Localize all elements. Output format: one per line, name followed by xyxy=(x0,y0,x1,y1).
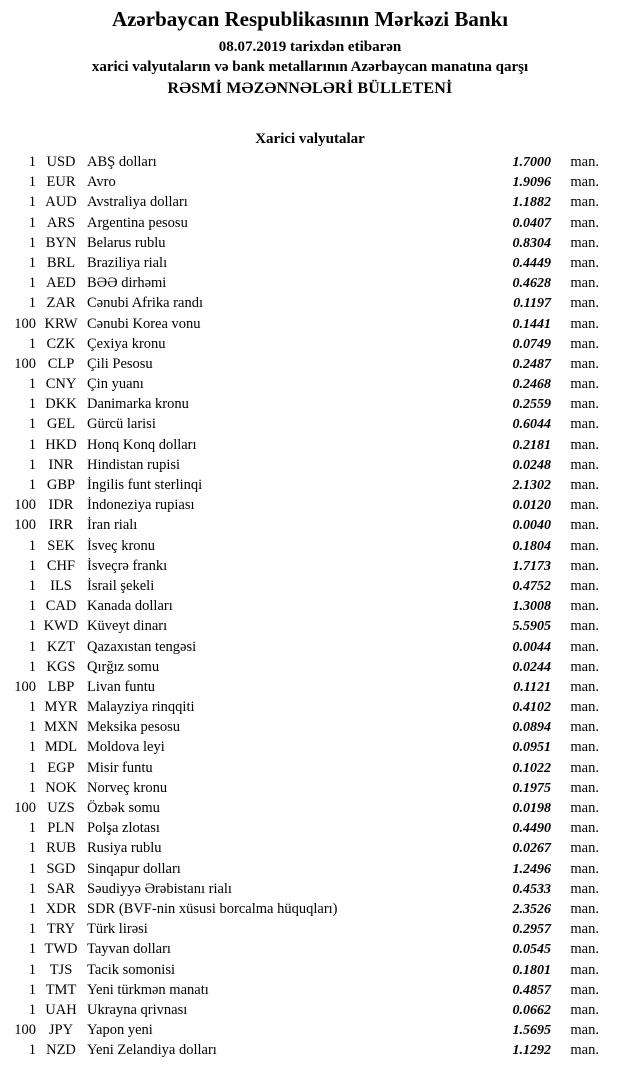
currency-rate-table xyxy=(0,152,620,1060)
currency-code-cell: ARS xyxy=(46,214,76,231)
currency-code-cell: EUR xyxy=(46,174,76,191)
quantity-cell: 100 xyxy=(14,678,36,695)
rate-value-cell: 1.1292 xyxy=(512,1043,551,1059)
table-row xyxy=(0,939,620,959)
currency-code-cell: XDR xyxy=(45,900,77,917)
quantity-cell: 1 xyxy=(28,840,36,857)
currency-code-cell: TRY xyxy=(46,921,76,938)
table-row xyxy=(0,818,620,838)
table-row xyxy=(0,273,620,293)
currency-code-cell: SEK xyxy=(47,537,75,554)
currency-name-cell: İsveçrə frankı xyxy=(87,557,168,574)
unit-label-cell: man. xyxy=(570,477,599,493)
currency-name-cell: İndoneziya rupiası xyxy=(87,497,195,514)
rate-value-cell: 0.0545 xyxy=(512,942,551,958)
currency-code-cell: NZD xyxy=(46,1042,76,1059)
quantity-cell: 1 xyxy=(28,900,36,917)
quantity-cell: 1 xyxy=(28,295,36,312)
unit-label-cell: man. xyxy=(570,557,599,574)
rate-value-cell: 0.4628 xyxy=(512,276,551,292)
rate-value-cell: 1.9096 xyxy=(512,175,551,191)
table-row xyxy=(0,192,620,212)
unit-label-cell: man. xyxy=(570,154,599,170)
unit-label-cell: man. xyxy=(570,699,599,716)
currency-code-cell: NOK xyxy=(45,779,77,796)
currency-name-cell: Cənubi Afrika randı xyxy=(87,295,203,312)
quantity-cell: 100 xyxy=(14,315,36,332)
quantity-cell: 1 xyxy=(28,577,36,594)
quantity-cell: 1 xyxy=(28,1001,36,1018)
unit-label-cell: man. xyxy=(570,537,599,554)
currency-name-cell: Misir funtu xyxy=(87,759,153,776)
quantity-cell: 1 xyxy=(28,658,36,675)
currency-name-cell: Ukrayna qrivnası xyxy=(87,1001,188,1018)
currency-code-cell: KGS xyxy=(46,658,76,675)
rate-value-cell: 0.1801 xyxy=(512,962,551,978)
currency-code-cell: GEL xyxy=(46,416,76,433)
currency-name-cell: Sinqapur dolları xyxy=(87,860,181,877)
currency-code-cell: CAD xyxy=(45,598,77,615)
quantity-cell: 1 xyxy=(28,174,36,191)
unit-label-cell: man. xyxy=(570,254,599,271)
rate-value-cell: 0.6044 xyxy=(512,417,551,433)
currency-code-cell: IRR xyxy=(48,517,74,534)
currency-name-cell: Avstraliya dolları xyxy=(87,194,188,211)
currency-name-cell: Livan funtu xyxy=(87,678,156,695)
bulletin-name: RƏSMİ MƏZƏNNƏLƏRİ BÜLLETENİ xyxy=(167,80,453,97)
currency-code-cell: SAR xyxy=(46,880,76,897)
currency-name-cell: İsrail şekeli xyxy=(87,577,155,594)
table-row xyxy=(0,778,620,798)
rate-value-cell: 2.1302 xyxy=(512,478,551,493)
table-row xyxy=(0,334,620,354)
currency-code-cell: UAH xyxy=(45,1001,77,1018)
unit-label-cell: man. xyxy=(570,779,599,796)
unit-label-cell: man. xyxy=(570,820,599,837)
quantity-cell: 1 xyxy=(28,234,36,251)
unit-label-cell: man. xyxy=(570,941,599,958)
currency-code-cell: TWD xyxy=(44,941,78,958)
rate-value-cell: 0.0894 xyxy=(512,720,551,736)
currency-name-cell: İngilis funt sterlinqi xyxy=(87,477,203,493)
table-row xyxy=(0,455,620,475)
currency-name-cell: Çin yuanı xyxy=(87,376,144,393)
currency-code-cell: IDR xyxy=(48,497,74,514)
table-row xyxy=(0,314,620,334)
rate-value-cell: 0.0198 xyxy=(512,801,551,816)
unit-label-cell: man. xyxy=(570,638,599,655)
quantity-cell: 100 xyxy=(14,497,36,514)
table-row xyxy=(0,435,620,455)
rate-value-cell: 0.0951 xyxy=(512,740,551,756)
rate-value-cell: 0.0662 xyxy=(512,1002,551,1018)
table-row xyxy=(0,879,620,899)
rate-value-cell: 0.4490 xyxy=(512,821,551,837)
rate-value-cell: 0.1441 xyxy=(512,316,551,332)
rate-value-cell: 0.1121 xyxy=(513,679,551,695)
table-row xyxy=(0,495,620,515)
quantity-cell: 1 xyxy=(28,335,36,352)
currency-code-cell: AUD xyxy=(45,194,77,211)
rate-value-cell: 1.7173 xyxy=(512,558,551,574)
rate-value-cell: 0.4449 xyxy=(512,255,551,271)
quantity-cell: 1 xyxy=(28,739,36,756)
quantity-cell: 1 xyxy=(28,598,36,615)
currency-code-cell: GBP xyxy=(46,477,76,493)
rate-value-cell: 0.2487 xyxy=(512,356,551,372)
rate-value-cell: 0.0120 xyxy=(512,498,551,514)
currency-code-cell: UZS xyxy=(47,800,75,816)
table-row xyxy=(0,717,620,737)
table-row xyxy=(0,536,620,556)
currency-code-cell: ILS xyxy=(50,577,72,594)
bulletin-subtitle: xarici valyutaların və bank metallarının Azərbaycan manatına qarşı xyxy=(91,59,529,75)
quantity-cell: 1 xyxy=(28,961,36,978)
unit-label-cell: man. xyxy=(570,436,599,453)
currency-name-cell: Argentina pesosu xyxy=(87,214,188,231)
currency-code-cell: ZAR xyxy=(46,295,76,312)
unit-label-cell: man. xyxy=(570,456,599,473)
table-row xyxy=(0,960,620,980)
table-row xyxy=(0,556,620,576)
table-row xyxy=(0,354,620,374)
currency-name-cell: Polşa zlotası xyxy=(87,820,160,837)
currency-name-cell: ABŞ dolları xyxy=(87,154,157,170)
unit-label-cell: man. xyxy=(570,275,599,292)
rate-value-cell: 0.0044 xyxy=(512,639,551,655)
quantity-cell: 1 xyxy=(28,154,36,170)
rate-value-cell: 0.2957 xyxy=(512,922,551,938)
quantity-cell: 1 xyxy=(28,699,36,716)
table-row xyxy=(0,980,620,1000)
table-row xyxy=(0,758,620,778)
unit-label-cell: man. xyxy=(570,577,599,594)
rate-value-cell: 0.2468 xyxy=(512,377,551,393)
currency-name-cell: Avro xyxy=(87,174,116,191)
quantity-cell: 1 xyxy=(28,214,36,231)
unit-label-cell: man. xyxy=(570,355,599,372)
rate-value-cell: 0.4533 xyxy=(512,881,551,897)
currency-name-cell: Yeni türkmən manatı xyxy=(87,981,209,998)
currency-name-cell: Malayziya rinqqiti xyxy=(87,699,195,716)
unit-label-cell: man. xyxy=(570,295,599,312)
currency-code-cell: CLP xyxy=(47,355,75,372)
unit-label-cell: man. xyxy=(570,880,599,897)
table-row xyxy=(0,657,620,677)
quantity-cell: 1 xyxy=(28,820,36,837)
quantity-cell: 1 xyxy=(28,376,36,393)
currency-code-cell: EGP xyxy=(47,759,75,776)
currency-code-cell: BYN xyxy=(45,234,77,251)
rate-value-cell: 0.2181 xyxy=(512,437,551,453)
table-row xyxy=(0,576,620,596)
currency-code-cell: MDL xyxy=(44,739,78,756)
unit-label-cell: man. xyxy=(570,618,599,635)
rate-value-cell: 0.2559 xyxy=(512,397,551,413)
rate-value-cell: 0.0040 xyxy=(512,518,551,534)
table-row xyxy=(0,233,620,253)
unit-label-cell: man. xyxy=(570,416,599,433)
currency-code-cell: PLN xyxy=(47,820,75,837)
effective-date: 08.07.2019 tarixdən etibarən xyxy=(218,39,402,55)
currency-name-cell: Belarus rublu xyxy=(87,234,166,251)
unit-label-cell: man. xyxy=(570,214,599,231)
table-row xyxy=(0,919,620,939)
quantity-cell: 1 xyxy=(28,1042,36,1059)
unit-label-cell: man. xyxy=(570,800,599,816)
currency-name-cell: Hindistan rupisi xyxy=(87,456,181,473)
currency-code-cell: BRL xyxy=(46,254,76,271)
unit-label-cell: man. xyxy=(570,497,599,514)
currency-name-cell: Özbək somu xyxy=(87,800,160,816)
quantity-cell: 1 xyxy=(28,921,36,938)
currency-name-cell: Danimarka kronu xyxy=(87,396,189,413)
currency-name-cell: BƏƏ dirhəmi xyxy=(87,275,167,292)
unit-label-cell: man. xyxy=(570,961,599,978)
section-title-foreign-currencies: Xarici valyutalar xyxy=(255,131,365,147)
currency-code-cell: SGD xyxy=(46,860,76,877)
rate-value-cell: 0.8304 xyxy=(512,235,551,251)
rate-value-cell: 0.4857 xyxy=(512,982,551,998)
unit-label-cell: man. xyxy=(570,739,599,756)
currency-name-cell: Yeni Zelandiya dolları xyxy=(87,1042,217,1059)
table-row xyxy=(0,737,620,757)
unit-label-cell: man. xyxy=(570,1042,599,1059)
currency-code-cell: LBP xyxy=(47,678,75,695)
currency-code-cell: CZK xyxy=(46,335,76,352)
currency-name-cell: Norveç kronu xyxy=(87,779,168,796)
rate-value-cell: 0.1197 xyxy=(513,296,551,312)
table-row xyxy=(0,596,620,616)
table-row xyxy=(0,394,620,414)
currency-name-cell: Yapon yeni xyxy=(87,1022,153,1039)
currency-name-cell: Cənubi Korea vonu xyxy=(87,315,201,332)
table-row xyxy=(0,172,620,192)
quantity-cell: 1 xyxy=(28,477,36,493)
currency-name-cell: Gürcü larisi xyxy=(87,416,156,433)
table-row xyxy=(0,515,620,535)
currency-code-cell: JPY xyxy=(48,1022,74,1039)
quantity-cell: 100 xyxy=(14,1022,36,1039)
unit-label-cell: man. xyxy=(570,759,599,776)
rate-value-cell: 0.0248 xyxy=(512,457,551,473)
unit-label-cell: man. xyxy=(570,840,599,857)
rate-value-cell: 1.7000 xyxy=(512,155,551,170)
currency-name-cell: Rusiya rublu xyxy=(87,840,162,857)
currency-name-cell: Tacik somonisi xyxy=(87,961,175,978)
currency-name-cell: Çexiya kronu xyxy=(87,335,166,352)
table-row xyxy=(0,253,620,273)
unit-label-cell: man. xyxy=(570,981,599,998)
currency-name-cell: Tayvan dolları xyxy=(87,941,171,958)
unit-label-cell: man. xyxy=(570,900,599,917)
unit-label-cell: man. xyxy=(570,598,599,615)
quantity-cell: 1 xyxy=(28,416,36,433)
quantity-cell: 1 xyxy=(28,719,36,736)
currency-code-cell: INR xyxy=(48,456,74,473)
quantity-cell: 1 xyxy=(28,396,36,413)
unit-label-cell: man. xyxy=(570,194,599,211)
table-row xyxy=(0,213,620,233)
currency-code-cell: AED xyxy=(46,275,76,292)
currency-name-cell: Honq Konq dolları xyxy=(87,436,197,453)
table-row xyxy=(0,899,620,919)
unit-label-cell: man. xyxy=(570,517,599,534)
quantity-cell: 1 xyxy=(28,537,36,554)
currency-code-cell: CHF xyxy=(46,557,76,574)
rate-value-cell: 1.2496 xyxy=(512,861,551,877)
rate-value-cell: 0.4102 xyxy=(512,700,551,716)
table-row xyxy=(0,374,620,394)
table-row xyxy=(0,677,620,697)
quantity-cell: 1 xyxy=(28,981,36,998)
currency-name-cell: Braziliya rialı xyxy=(87,254,168,271)
currency-code-cell: USD xyxy=(46,154,76,170)
unit-label-cell: man. xyxy=(570,174,599,191)
currency-code-cell: RUB xyxy=(46,840,76,857)
quantity-cell: 1 xyxy=(28,275,36,292)
quantity-cell: 1 xyxy=(28,759,36,776)
currency-code-cell: HKD xyxy=(45,436,77,453)
rate-value-cell: 1.1882 xyxy=(512,195,551,211)
currency-name-cell: Səudiyyə Ərəbistanı rialı xyxy=(87,880,232,897)
unit-label-cell: man. xyxy=(570,1001,599,1018)
table-row xyxy=(0,859,620,879)
quantity-cell: 1 xyxy=(28,618,36,635)
currency-name-cell: Çili Pesosu xyxy=(87,355,153,372)
table-row xyxy=(0,475,620,495)
table-row xyxy=(0,697,620,717)
unit-label-cell: man. xyxy=(570,335,599,352)
quantity-cell: 100 xyxy=(14,355,36,372)
unit-label-cell: man. xyxy=(570,376,599,393)
table-row xyxy=(0,616,620,636)
bulletin-header xyxy=(0,0,620,99)
unit-label-cell: man. xyxy=(570,658,599,675)
currency-code-cell: TMT xyxy=(45,981,77,998)
currency-name-cell: Kanada dolları xyxy=(87,598,173,615)
rate-value-cell: 0.0244 xyxy=(512,659,551,675)
quantity-cell: 100 xyxy=(14,800,36,816)
rate-value-cell: 0.0749 xyxy=(512,336,551,352)
quantity-cell: 1 xyxy=(28,254,36,271)
rate-value-cell: 0.0267 xyxy=(512,841,551,857)
unit-label-cell: man. xyxy=(570,396,599,413)
table-row xyxy=(0,1000,620,1020)
quantity-cell: 1 xyxy=(28,194,36,211)
bank-title: Azərbaycan Respublikasının Mərkəzi Bankı xyxy=(111,7,509,31)
rate-value-cell: 5.5905 xyxy=(512,619,551,635)
currency-code-cell: CNY xyxy=(45,376,77,393)
currency-code-cell: MYR xyxy=(44,699,78,716)
unit-label-cell: man. xyxy=(570,315,599,332)
currency-code-cell: KWD xyxy=(43,618,79,635)
table-row xyxy=(0,1040,620,1060)
currency-code-cell: MXN xyxy=(44,719,78,736)
rate-value-cell: 0.1022 xyxy=(512,760,551,776)
table-row xyxy=(0,293,620,313)
table-row xyxy=(0,152,620,172)
quantity-cell: 1 xyxy=(28,456,36,473)
quantity-cell: 1 xyxy=(28,557,36,574)
currency-code-cell: TJS xyxy=(49,961,73,978)
unit-label-cell: man. xyxy=(570,921,599,938)
currency-name-cell: Moldova leyi xyxy=(87,739,165,756)
rate-value-cell: 1.5695 xyxy=(512,1023,551,1039)
quantity-cell: 1 xyxy=(28,436,36,453)
quantity-cell: 1 xyxy=(28,860,36,877)
rate-value-cell: 1.3008 xyxy=(512,599,551,615)
rate-value-cell: 0.1975 xyxy=(512,780,551,796)
currency-name-cell: Meksika pesosu xyxy=(87,719,181,736)
currency-name-cell: SDR (BVF-nin xüsusi borcalma hüquqları) xyxy=(87,900,338,917)
quantity-cell: 1 xyxy=(28,638,36,655)
table-row xyxy=(0,838,620,858)
currency-name-cell: Qırğız somu xyxy=(87,658,160,675)
currency-name-cell: İran rialı xyxy=(87,517,138,534)
quantity-cell: 1 xyxy=(28,941,36,958)
currency-code-cell: KRW xyxy=(44,315,78,332)
rate-value-cell: 2.3526 xyxy=(512,901,551,917)
unit-label-cell: man. xyxy=(570,860,599,877)
currency-code-cell: KZT xyxy=(46,638,76,655)
currency-name-cell: Qazaxıstan tengəsi xyxy=(87,638,197,655)
rate-value-cell: 0.0407 xyxy=(512,215,551,231)
quantity-cell: 1 xyxy=(28,779,36,796)
rate-value-cell: 0.1804 xyxy=(512,538,551,554)
unit-label-cell: man. xyxy=(570,678,599,695)
quantity-cell: 100 xyxy=(14,517,36,534)
table-row xyxy=(0,1020,620,1040)
currency-name-cell: Türk lirəsi xyxy=(87,921,148,938)
quantity-cell: 1 xyxy=(28,880,36,897)
unit-label-cell: man. xyxy=(570,719,599,736)
table-row xyxy=(0,798,620,818)
currency-code-cell: DKK xyxy=(45,396,77,413)
table-row xyxy=(0,637,620,657)
currency-name-cell: İsveç kronu xyxy=(87,537,156,554)
unit-label-cell: man. xyxy=(570,234,599,251)
table-row xyxy=(0,414,620,434)
rate-value-cell: 0.4752 xyxy=(512,578,551,594)
currency-name-cell: Küveyt dinarı xyxy=(87,618,168,635)
unit-label-cell: man. xyxy=(570,1022,599,1039)
